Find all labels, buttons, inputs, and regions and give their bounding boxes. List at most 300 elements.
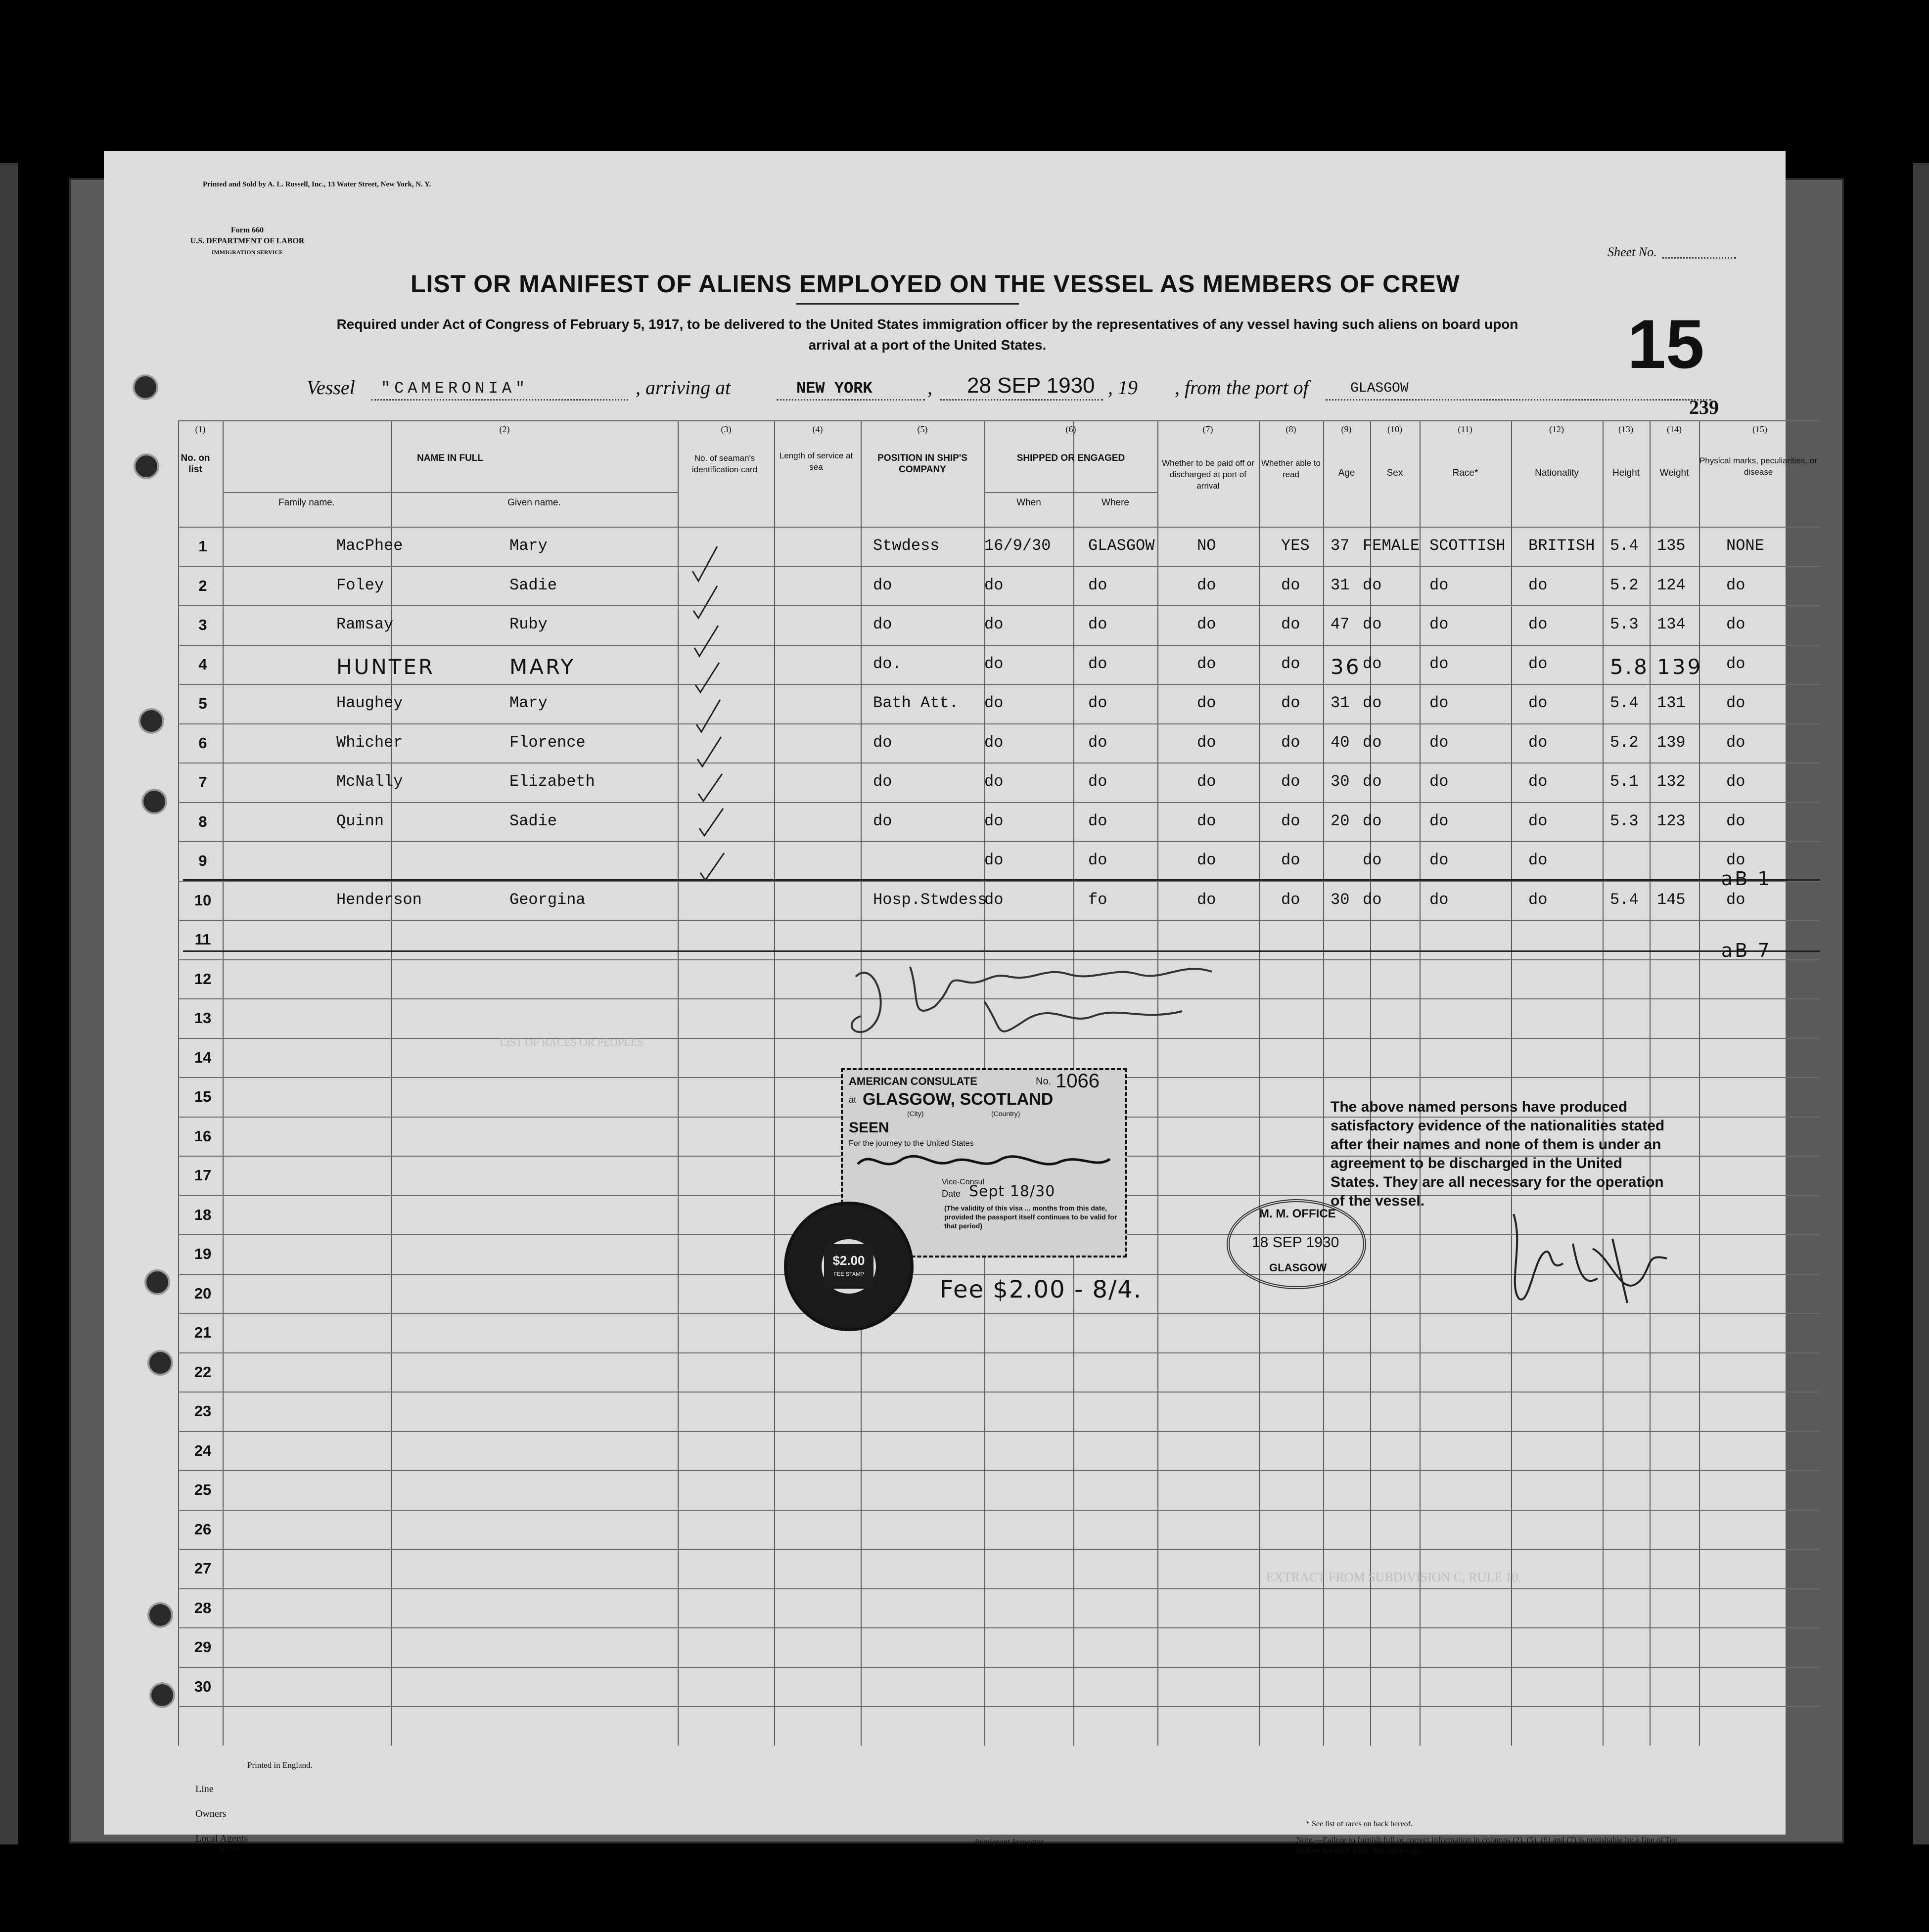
row-number: 4: [198, 655, 207, 673]
column-number: (10): [1387, 424, 1402, 434]
footer-note: Note.—Failure to furnish full or correct information in columns (2), (5), (6) and (7) is punishable by a fine of Ten Dollars for each alien. See other side.: [1296, 1835, 1678, 1855]
weight: 131: [1657, 694, 1686, 712]
service-name: IMMIGRATION SERVICE: [211, 249, 283, 256]
given-name: Mary: [509, 537, 548, 555]
paid-off: do: [1197, 733, 1216, 752]
table-column-rule: [1420, 420, 1421, 1746]
stamp-validity: (The validity of this visa ... months from this date, provided the passport itself continues to be valid for that period): [944, 1204, 1117, 1230]
row-number: 23: [194, 1402, 212, 1420]
family-name: MacPhee: [336, 537, 403, 555]
family-name: Foley: [336, 576, 384, 594]
able-to-read: do: [1281, 890, 1300, 909]
family-name: Quinn: [336, 811, 384, 830]
stamp-city: GLASGOW, SCOTLAND: [863, 1090, 1054, 1109]
stamp-date-value: Sept 18/30: [969, 1183, 1056, 1200]
header-shipped: SHIPPED OR ENGAGED: [1016, 453, 1125, 463]
shipped-when: do: [984, 733, 1004, 752]
column-number: (15): [1752, 424, 1767, 434]
height: 5.2: [1610, 576, 1639, 594]
sex: do: [1363, 733, 1382, 752]
races-note: * See list of races on back hereof.: [1306, 1820, 1413, 1828]
title-underline: [796, 303, 1019, 305]
column-number: (8): [1286, 424, 1296, 434]
table-column-rule: [1820, 420, 1821, 1746]
row-number: 26: [194, 1520, 212, 1538]
dotted-rule: [1326, 398, 1711, 401]
position: do: [873, 772, 892, 791]
physical-marks: do: [1726, 694, 1745, 712]
table-row-rule: [178, 723, 1820, 724]
able-to-read: do: [1281, 851, 1300, 869]
bleed-through-text: EXTRACT FROM SUBDIVISION C, RULE 10.: [1266, 1570, 1521, 1584]
owners-label: Owners: [195, 1808, 227, 1819]
shipped-where: GLASGOW: [1088, 537, 1155, 555]
shipped-when: do: [984, 772, 1004, 791]
row-number: 16: [194, 1127, 212, 1145]
stamp-at-label: at: [849, 1095, 857, 1105]
manifest-page: [104, 151, 1818, 1855]
sex: do: [1363, 615, 1382, 633]
header-id-card: No. of seaman's identification card: [691, 453, 758, 474]
family-name: Ramsay: [336, 615, 394, 633]
row-number: 10: [194, 891, 212, 909]
race: do: [1429, 694, 1449, 712]
mm-office-city: GLASGOW: [1269, 1261, 1327, 1274]
given-name: Sadie: [509, 811, 557, 830]
table-column-rule: [1323, 420, 1324, 1746]
shipped-where: do: [1088, 615, 1107, 633]
age: 36: [1331, 654, 1361, 679]
mm-office-title: M. M. OFFICE: [1259, 1207, 1336, 1220]
able-to-read: YES: [1281, 537, 1310, 555]
position: Hosp.Stwdess: [873, 890, 987, 909]
shipped-where: do: [1088, 576, 1107, 594]
shipped-where: do: [1088, 811, 1107, 830]
sex: do: [1363, 654, 1382, 673]
sex: do: [1363, 811, 1382, 830]
line-label: Line: [195, 1784, 214, 1795]
age: 31: [1331, 576, 1350, 594]
given-name: Georgina: [509, 890, 586, 909]
nationality: do: [1528, 890, 1548, 909]
printed-in: Printed in England.: [247, 1760, 313, 1770]
margin-note-ab7: aB 7: [1721, 940, 1772, 961]
physical-marks: do: [1726, 890, 1745, 909]
row-number: 27: [194, 1560, 212, 1577]
table-row-rule: [178, 802, 1820, 803]
weight: 132: [1657, 772, 1686, 791]
nationality: do: [1528, 694, 1548, 712]
shipped-when: do: [984, 694, 1004, 712]
sex: do: [1363, 851, 1382, 869]
race: do: [1429, 851, 1449, 869]
sheet-number-line: [1662, 257, 1736, 259]
age: 37: [1331, 537, 1350, 555]
nationality: do: [1528, 615, 1548, 633]
nationality: do: [1528, 576, 1548, 594]
header-sex: Sex: [1386, 468, 1403, 478]
row-number: 29: [194, 1638, 212, 1656]
row-number: 21: [194, 1324, 212, 1341]
table-column-rule: [1603, 420, 1604, 1746]
position: Stwdess: [873, 537, 940, 555]
family-name: McNally: [336, 772, 403, 791]
header-no-on-list: No. on list: [181, 453, 210, 475]
height: 5.8: [1610, 654, 1649, 679]
paid-off: do: [1197, 811, 1216, 830]
seal-center: [822, 1239, 876, 1294]
sex: do: [1363, 576, 1382, 594]
country-caption: (Country): [991, 1110, 1020, 1118]
master-signature: [1499, 1204, 1677, 1313]
column-number: (11): [1458, 424, 1472, 434]
sheet-alt-number: 239: [1689, 396, 1719, 418]
punch-hole: [149, 1682, 175, 1708]
row-number: 15: [194, 1088, 212, 1105]
column-number: (2): [499, 424, 510, 434]
header-given-name: Given name.: [507, 497, 561, 508]
vice-consul-caption: Vice-Consul: [942, 1178, 984, 1186]
given-name: MARY: [509, 654, 576, 679]
table-row-rule: [178, 763, 1820, 764]
able-to-read: do: [1281, 733, 1300, 752]
row-number: 7: [198, 773, 207, 791]
weight: 124: [1657, 576, 1686, 594]
table-row-rule: [178, 1392, 1820, 1393]
punch-hole: [138, 708, 164, 734]
header-race: Race*: [1452, 468, 1478, 478]
table-row-rule: [178, 1352, 1820, 1353]
header-nationality: Nationality: [1535, 468, 1579, 478]
weight: 123: [1657, 811, 1686, 830]
header-when: When: [1016, 497, 1041, 508]
stamp-no-value: 1066: [1056, 1070, 1100, 1092]
table-row-rule: [178, 920, 1820, 921]
age: 40: [1331, 733, 1350, 752]
printer-line: Printed and Sold by A. L. Russell, Inc., 13 Water Street, New York, N. Y.: [203, 180, 431, 188]
shipped-where: fo: [1088, 890, 1107, 909]
weight: 134: [1657, 615, 1686, 633]
family-name: Henderson: [336, 890, 422, 909]
family-name: Haughey: [336, 694, 403, 712]
table-row-rule: [178, 1667, 1820, 1668]
age: 20: [1331, 811, 1350, 830]
race: do: [1429, 654, 1449, 673]
table-row-rule: [178, 1706, 1820, 1707]
paid-off: do: [1197, 654, 1216, 673]
header-position: POSITION IN SHIP'S COMPANY: [877, 453, 967, 475]
weight: 139: [1657, 733, 1686, 752]
row-number: 12: [194, 970, 212, 988]
shipped-when: do: [984, 811, 1004, 830]
position: do: [873, 576, 892, 594]
given-name: Elizabeth: [509, 772, 595, 791]
able-to-read: do: [1281, 772, 1300, 791]
mm-office-date: 18 SEP 1930: [1252, 1234, 1339, 1251]
row-number: 30: [194, 1677, 212, 1695]
stamp-journey: For the journey to the United States: [849, 1139, 974, 1148]
vessel-name: "CAMERONIA": [381, 379, 529, 398]
able-to-read: do: [1281, 615, 1300, 633]
position: do.: [873, 654, 902, 673]
race: do: [1429, 890, 1449, 909]
page-subtitle: Required under Act of Congress of February 5, 1917, to be delivered to the United States immigration officer by the representatives of any vessel having such aliens on board upon arrival at a port of the United States.: [336, 316, 1518, 353]
table-row-rule: [178, 1470, 1820, 1471]
paid-off: do: [1197, 851, 1216, 869]
column-number: (1): [195, 424, 206, 434]
header-name-in-full: NAME IN FULL: [416, 453, 484, 463]
header-sub-rule: [223, 492, 678, 493]
shipped-where: do: [1088, 654, 1107, 673]
table-row-rule: [178, 1549, 1820, 1550]
physical-marks: NONE: [1726, 537, 1764, 555]
row-number: 3: [198, 616, 207, 633]
table-row-rule: [178, 841, 1820, 842]
able-to-read: do: [1281, 694, 1300, 712]
row-number: 8: [198, 812, 207, 830]
row-number: 5: [198, 695, 207, 712]
position: do: [873, 615, 892, 633]
punch-hole: [133, 374, 158, 400]
age: 47: [1331, 615, 1350, 633]
table-row-rule: [178, 566, 1820, 567]
nationality: do: [1528, 772, 1548, 791]
age: 30: [1331, 772, 1350, 791]
arrival-date-stamp: 28 SEP 1930: [967, 373, 1095, 398]
fee-stamp: [824, 1244, 873, 1289]
column-number: (14): [1667, 424, 1682, 434]
header-marks: Physical marks, peculiarities, or disease: [1699, 456, 1818, 477]
stamp-date-label: Date: [942, 1189, 961, 1199]
given-name: Ruby: [509, 615, 548, 633]
shipped-when: do: [984, 654, 1004, 673]
header-height: Height: [1612, 468, 1640, 478]
header-age: Age: [1338, 468, 1355, 478]
family-name: HUNTER: [336, 654, 435, 679]
given-name: Florence: [509, 733, 586, 752]
given-name: Sadie: [509, 576, 557, 594]
dotted-rule: [371, 398, 628, 401]
row-number: 18: [194, 1206, 212, 1223]
physical-marks: do: [1726, 615, 1745, 633]
row-number: 1: [198, 538, 207, 555]
height: 5.4: [1610, 694, 1639, 712]
table-row-rule: [178, 420, 1820, 421]
age: 31: [1331, 694, 1350, 712]
table-column-rule: [1650, 420, 1651, 1746]
table-column-rule: [678, 420, 679, 1746]
punch-hole: [141, 789, 167, 814]
age: 30: [1331, 890, 1350, 909]
row-number: 22: [194, 1363, 212, 1381]
height: 5.4: [1610, 890, 1639, 909]
inspector-signature: [836, 947, 1281, 1046]
able-to-read: do: [1281, 654, 1300, 673]
id-card-check-marks: [688, 527, 747, 883]
height: 5.3: [1610, 811, 1639, 830]
row-number: 14: [194, 1048, 212, 1066]
table-row-rule: [178, 684, 1820, 685]
physical-marks: do: [1726, 654, 1745, 673]
paid-off: do: [1197, 576, 1216, 594]
inspector-label: Immigrant Inspector.: [974, 1837, 1045, 1846]
form-number: Form 660: [230, 226, 264, 234]
family-name: Whicher: [336, 733, 403, 752]
table-column-rule: [1157, 420, 1158, 1746]
dotted-rule: [777, 398, 925, 401]
agents-label: Local Agents: [195, 1833, 248, 1844]
stamp-no-label: No.: [1036, 1076, 1052, 1087]
column-number: (4): [812, 424, 823, 434]
paid-off: do: [1197, 615, 1216, 633]
punch-hole: [147, 1350, 173, 1376]
column-number: (7): [1202, 424, 1213, 434]
shipped-when: do: [984, 890, 1004, 909]
crew-statement: The above named persons have produced satisfactory evidence of the nationalities stated after their names and none of them is under an agreement to be discharged in the United States. They are all necessary for the operation of the vessel.: [1331, 1099, 1665, 1209]
height: 5.2: [1610, 733, 1639, 752]
departure-port: GLASGOW: [1350, 381, 1409, 396]
row-number: 25: [194, 1481, 212, 1498]
fee-stamp-seal: [784, 1202, 914, 1331]
position: Bath Att.: [873, 694, 959, 712]
fee-stamp-value: $2.00: [832, 1253, 865, 1268]
row-number: 2: [198, 577, 207, 594]
given-name: Mary: [509, 694, 548, 712]
fee-note: Fee $2.00 - 8/4.: [940, 1276, 1143, 1303]
vice-consul-signature: [853, 1144, 1115, 1179]
paid-off: do: [1197, 772, 1216, 791]
table-column-rule: [1699, 420, 1700, 1746]
bleed-through-text: LIST OF RACES OR PEOPLES: [500, 1036, 643, 1048]
table-row-rule: [178, 1431, 1820, 1432]
shipped-when: do: [984, 851, 1004, 869]
row-number: 13: [194, 1009, 212, 1027]
header-where: Where: [1102, 497, 1129, 508]
arriving-label: , arriving at: [636, 376, 731, 399]
shipped-when: 16/9/30: [984, 537, 1051, 555]
table-row-rule: [178, 1588, 1820, 1589]
shipped-when: do: [984, 615, 1004, 633]
sheet-number: 15: [1627, 305, 1704, 383]
punch-hole: [147, 1602, 173, 1628]
film-edge-right: [1913, 163, 1929, 1844]
nationality: do: [1528, 851, 1548, 869]
paid-off: NO: [1197, 537, 1216, 555]
shipped-where: do: [1088, 733, 1107, 752]
able-to-read: do: [1281, 811, 1300, 830]
punch-hole: [134, 453, 159, 479]
punch-hole: [144, 1269, 170, 1295]
table-row-rule: [178, 527, 1820, 528]
column-number: (3): [721, 424, 732, 434]
row-number: 24: [194, 1441, 212, 1459]
table-row-rule: [178, 1627, 1820, 1628]
strike-line: [183, 879, 1820, 881]
stamp-seen: SEEN: [849, 1120, 889, 1136]
paid-off: do: [1197, 890, 1216, 909]
race: do: [1429, 733, 1449, 752]
physical-marks: do: [1726, 851, 1745, 869]
sex: FEMALE: [1363, 537, 1420, 555]
city-caption: (City): [907, 1110, 924, 1118]
mm-office-stamp: [1227, 1199, 1366, 1289]
year-label: , 19: [1108, 376, 1138, 399]
nationality: BRITISH: [1528, 537, 1595, 555]
height: 5.4: [1610, 537, 1639, 555]
nationality: do: [1528, 733, 1548, 752]
table-row-rule: [178, 645, 1820, 646]
row-number: 19: [194, 1245, 212, 1262]
header-family-name: Family name.: [278, 497, 335, 508]
race: SCOTTISH: [1429, 537, 1506, 555]
row-number: 20: [194, 1284, 212, 1302]
row-number: 6: [198, 734, 207, 752]
sex: do: [1363, 772, 1382, 791]
table-row-rule: [178, 605, 1820, 606]
race: do: [1429, 772, 1449, 791]
arrival-port: NEW YORK: [796, 379, 873, 398]
table-row-rule: [178, 1510, 1820, 1511]
race: do: [1429, 576, 1449, 594]
table-column-rule: [1259, 420, 1260, 1746]
page-title: LIST OR MANIFEST OF ALIENS EMPLOYED ON THE VESSEL AS MEMBERS OF CREW: [411, 270, 1460, 298]
weight: 135: [1657, 537, 1686, 555]
from-label: , from the port of: [1175, 376, 1309, 399]
race: do: [1429, 811, 1449, 830]
header-paid-off: Whether to be paid off or discharged at port of arrival: [1162, 458, 1254, 491]
agents-code: 14-1360: [218, 1844, 239, 1852]
row-number: 11: [194, 931, 211, 948]
vessel-label: Vessel: [307, 376, 355, 399]
physical-marks: do: [1726, 811, 1745, 830]
height: 5.1: [1610, 772, 1639, 791]
dotted-rule: [940, 398, 1103, 401]
film-edge-left: [0, 163, 18, 1844]
fee-stamp-label: FEE STAMP: [833, 1271, 864, 1277]
weight: 139: [1657, 654, 1703, 679]
column-number: (12): [1549, 424, 1564, 434]
nationality: do: [1528, 654, 1548, 673]
table-row-rule: [178, 1313, 1820, 1314]
row-number: 9: [198, 852, 207, 869]
table-column-rule: [774, 420, 775, 1746]
consulate-name: AMERICAN CONSULATE: [849, 1075, 977, 1087]
sex: do: [1363, 890, 1382, 909]
header-length-service: Length of service at sea: [779, 451, 853, 472]
row-number: 17: [194, 1167, 212, 1184]
nationality: do: [1528, 811, 1548, 830]
position: do: [873, 811, 892, 830]
able-to-read: do: [1281, 576, 1300, 594]
weight: 145: [1657, 890, 1686, 909]
column-number: (6): [1065, 424, 1076, 434]
position: do: [873, 733, 892, 752]
form-block: [183, 225, 312, 258]
shipped-where: do: [1088, 772, 1107, 791]
race: do: [1429, 615, 1449, 633]
height: 5.3: [1610, 615, 1639, 633]
row-number: 28: [194, 1599, 212, 1617]
shipped-where: do: [1088, 694, 1107, 712]
margin-note-ab1: aB 1: [1721, 868, 1772, 890]
header-able-read: Whether able to read: [1261, 458, 1321, 479]
sheet-number-label: Sheet No.: [1608, 245, 1657, 259]
physical-marks: do: [1726, 772, 1745, 791]
column-number: (13): [1618, 424, 1633, 434]
department-name: U.S. DEPARTMENT OF LABOR: [190, 237, 305, 245]
header-weight: Weight: [1659, 468, 1689, 478]
shipped-when: do: [984, 576, 1004, 594]
